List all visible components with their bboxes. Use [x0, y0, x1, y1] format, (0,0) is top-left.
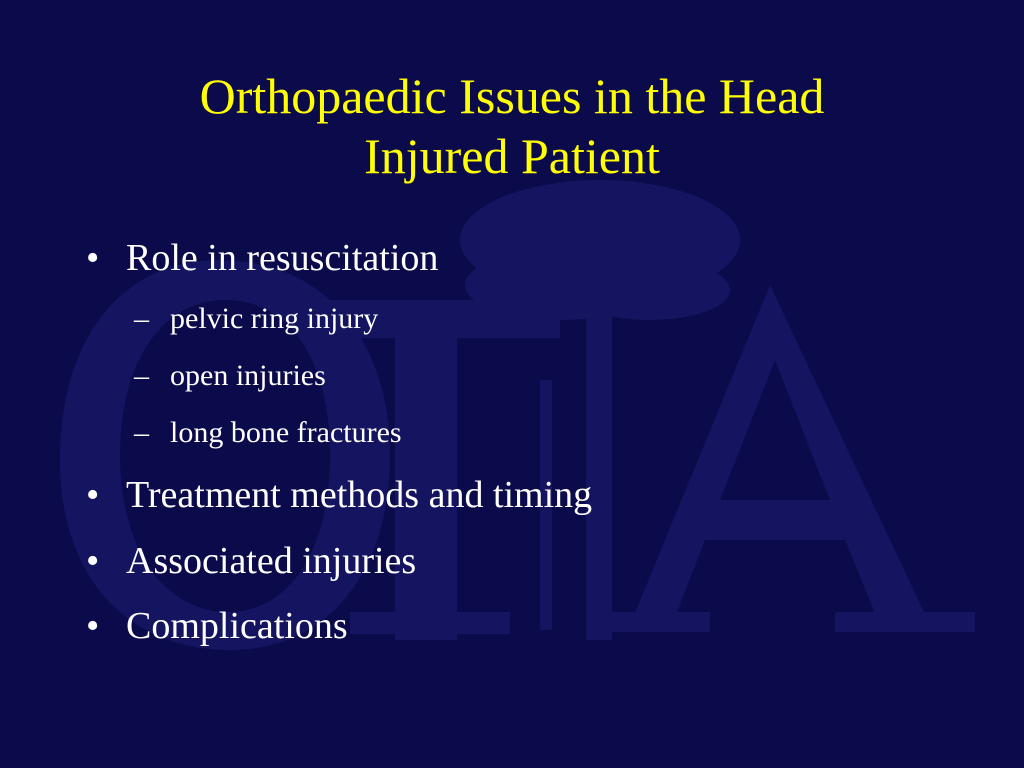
dash-marker: – — [134, 359, 149, 392]
title-line-1: Orthopaedic Issues in the Head — [199, 68, 825, 124]
bullet-marker: • — [86, 474, 100, 516]
sub-bullet-text: pelvic ring injury — [170, 302, 379, 335]
sub-bullet-item — [134, 301, 378, 337]
bullet-marker: • — [86, 605, 100, 647]
sub-bullet-item — [134, 415, 402, 451]
sub-bullet-text: long bone fractures — [170, 416, 402, 449]
bullet-text: Complications — [126, 605, 348, 647]
bullet-item — [86, 236, 438, 280]
bullet-text: Treatment methods and timing — [126, 474, 593, 516]
sub-bullet-text: open injuries — [170, 359, 326, 392]
sub-bullet-item — [134, 358, 326, 394]
bullet-item — [86, 604, 348, 648]
bullet-marker: • — [86, 540, 100, 582]
bullet-item — [86, 539, 416, 583]
bullet-item — [86, 473, 592, 517]
bullet-text: Role in resuscitation — [126, 237, 439, 279]
bullet-marker: • — [86, 237, 100, 279]
title-line-2: Injured Patient — [364, 128, 660, 184]
dash-marker: – — [134, 416, 149, 449]
dash-marker: – — [134, 302, 149, 335]
bullet-text: Associated injuries — [126, 540, 417, 582]
